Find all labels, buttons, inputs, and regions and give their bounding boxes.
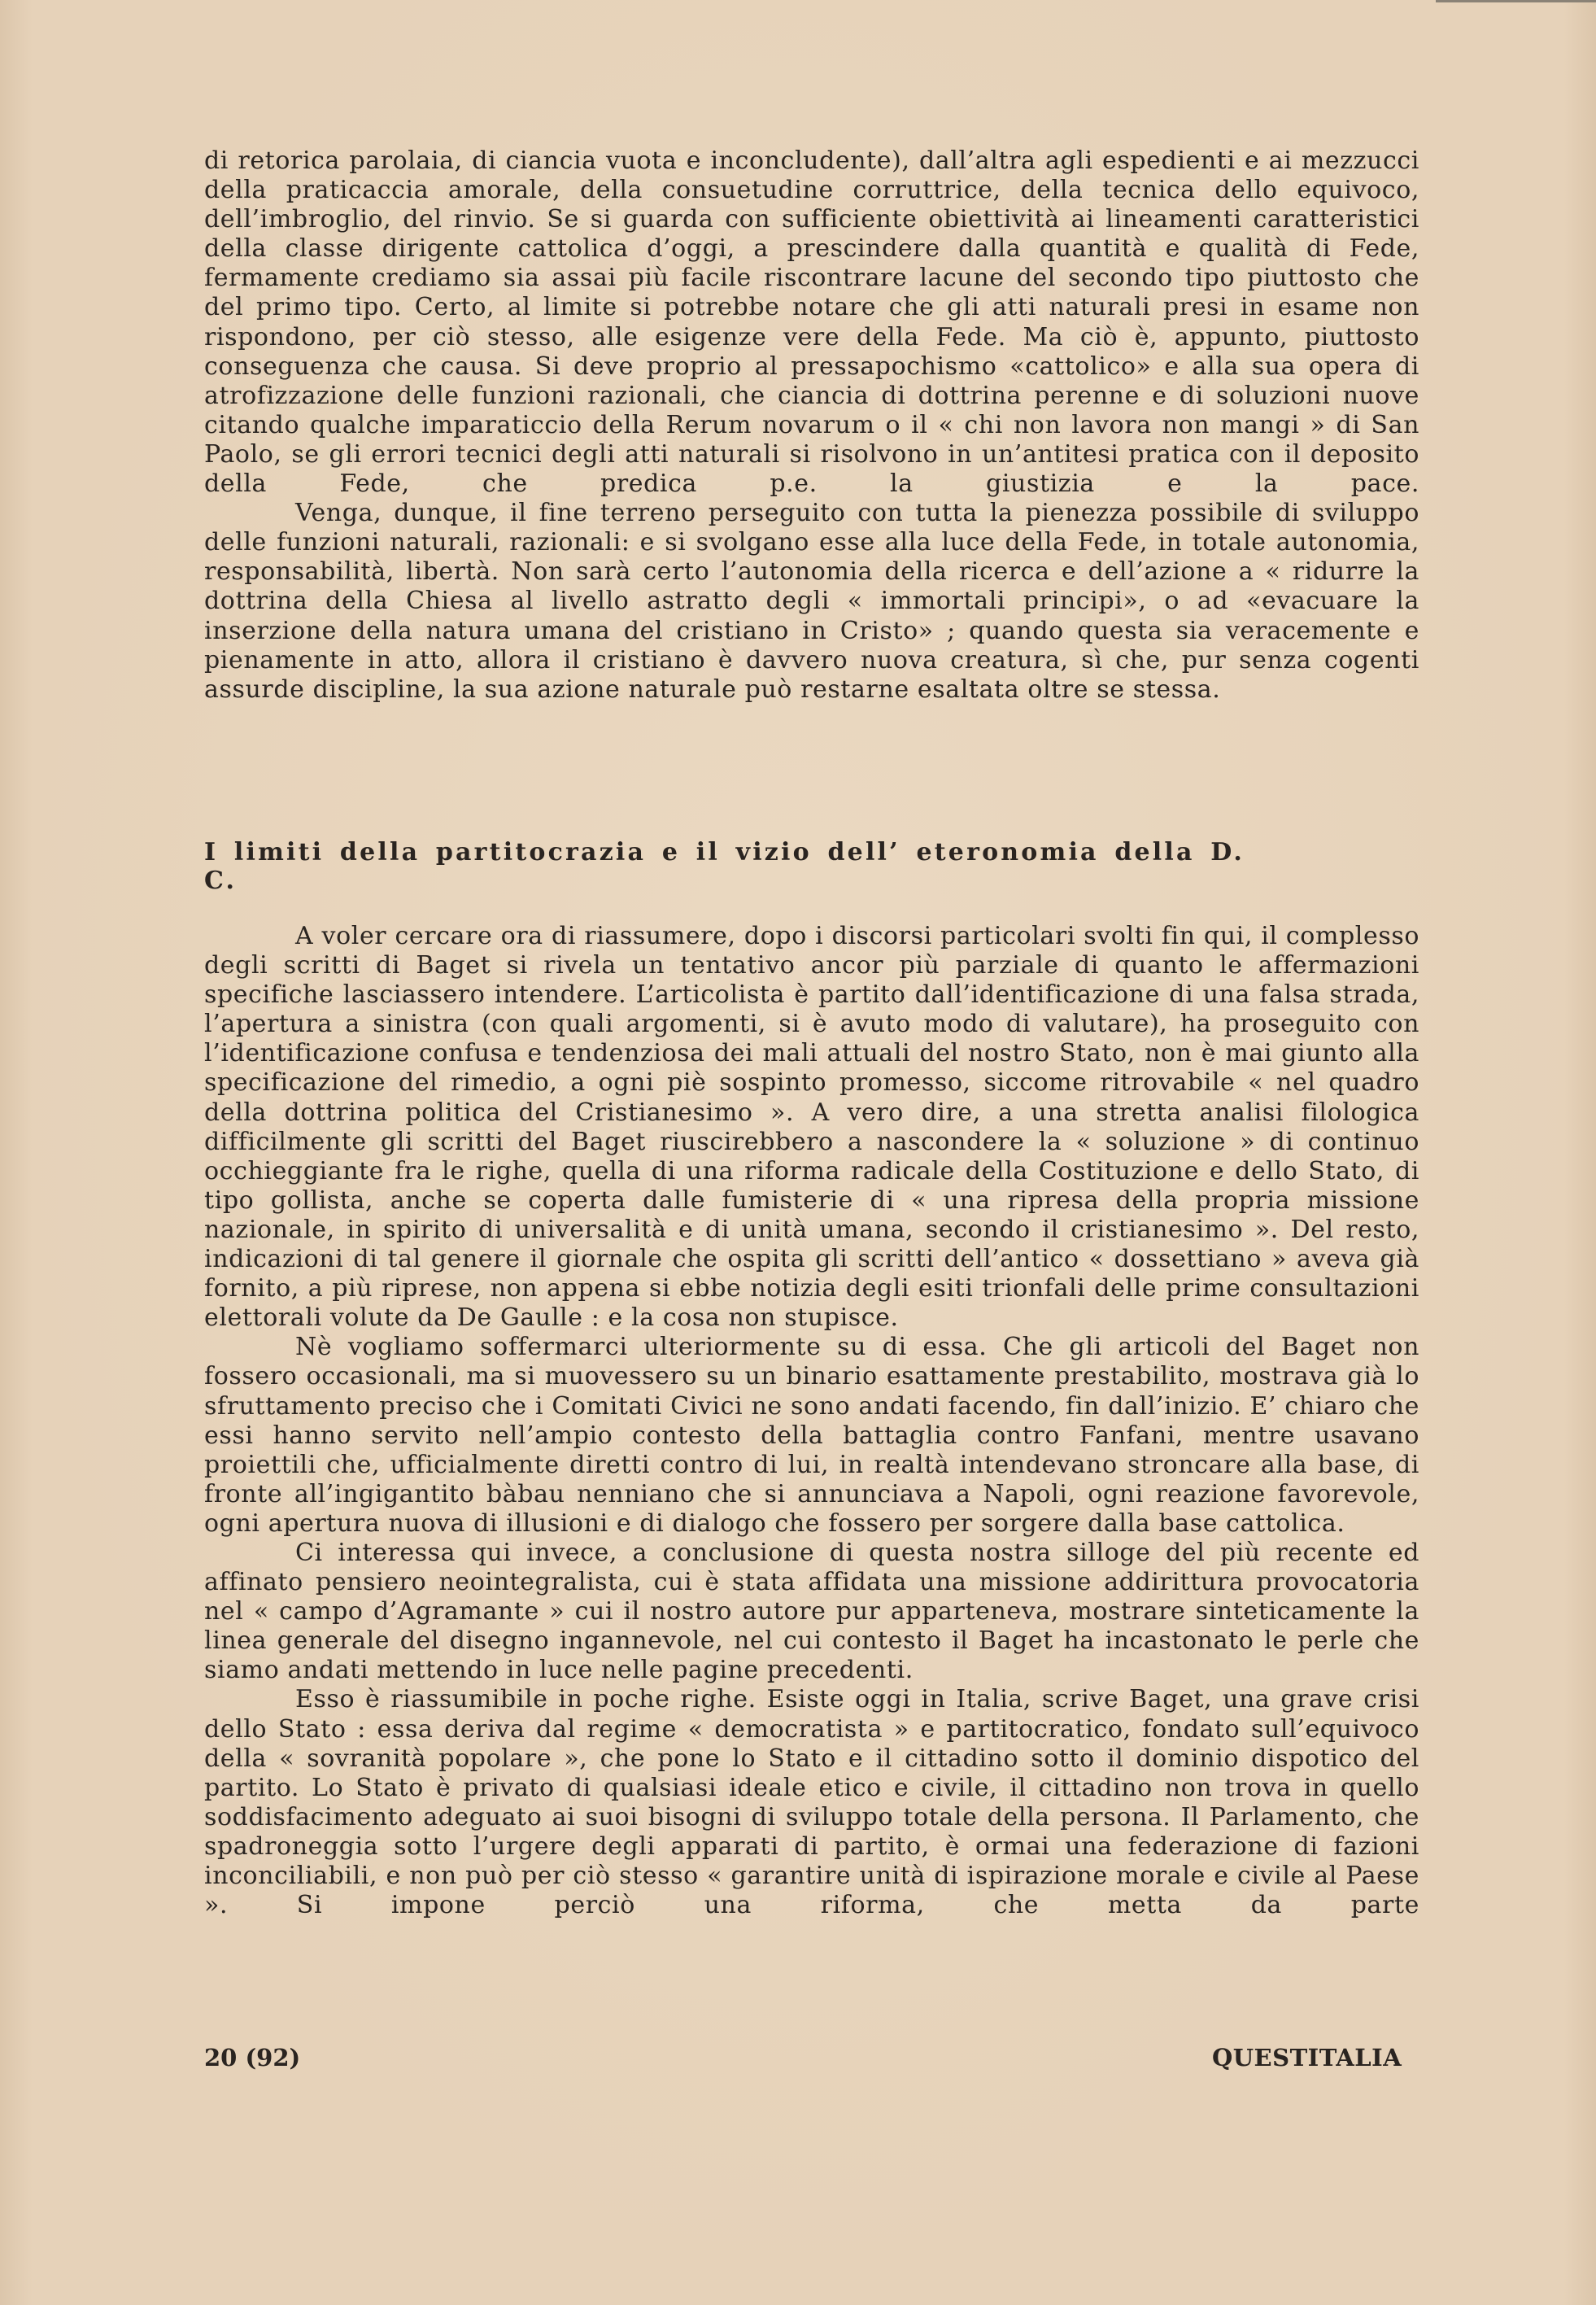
main-paragraph-3: Ci interessa qui invece, a conclusione di questa nostra silloge del più recente ed affinato pensiero neointegralista, cui è stata affidata una missione addirittura provocatoria nel « campo d’Agramante » cui il nostro autore pur apparteneva, mostrare sinteticamente la linea generale del disegno ingannevole, nel cui contesto il Baget ha incastonato le perle che siamo andati mettendo in luce nelle pagine precedenti. <box>204 1538 1419 1685</box>
intro-text-block <box>204 146 1419 705</box>
main-paragraph-4: Esso è riassumibile in poche righe. Esiste oggi in Italia, scrive Baget, una grave crisi dello Stato : essa deriva dal regime « democratista » e partitocratico, fondato sull’equivoco della « sovranità popolare », che pone lo Stato e il cittadino sotto il dominio dispotico del partito. Lo Stato è privato di qualsiasi ideale etico e civile, il cittadino non trova in quello soddisfacimento adeguato ai suoi bisogni di sviluppo totale della persona. Il Parlamento, che spadroneggia sotto l’urgere degli apparati di partito, è ormai una federazione di fazioni inconciliabili, e non può per ciò stesso « garantire unità di ispirazione morale e civile al Paese ». Si impone perciò una riforma, che metta da parte <box>204 1685 1419 1920</box>
page-number: 20 (92) <box>204 2044 301 2071</box>
main-paragraph-2: Nè vogliamo soffermarci ulteriormente su di essa. Che gli articoli del Baget non fossero occasionali, ma si muovessero su un binario esattamente prestabilito, mostrava già lo sfruttamento preciso che i Comitati Civici ne sono andati facendo, fin dall’inizio. E’ chiaro che essi hanno servito nell’ampio contesto della battaglia contro Fanfani, mentre usavano proiettili che, ufficialmente diretti contro di lui, in realtà intendevano stroncare alla base, di fronte all’ingigantito bàbau nenniano che si annunciava a Napoli, ogni reazione favorevole, ogni apertura nuova di illusioni e di dialogo che fossero per sorgere dalla base cattolica. <box>204 1333 1419 1538</box>
main-text-block <box>204 922 1419 1920</box>
scan-edge-line <box>1436 0 1596 2</box>
intro-paragraph-1: di retorica parolaia, di ciancia vuota e inconcludente), dall’altra agli espedienti e ai mezzucci della praticaccia amorale, della consuetudine corruttrice, della tecnica dello equivoco, dell’imbroglio, del rinvio. Se si guarda con sufficiente obiettività ai lineamenti caratteristici della classe dirigente cattolica d’oggi, a prescindere dalla quantità e qualità di Fede, fermamente crediamo sia assai più facile riscontrare lacune del secondo tipo piuttosto che del primo tipo. Certo, al limite si potrebbe notare che gli atti naturali presi in esame non rispondono, per ciò stesso, alle esigenze vere della Fede. Ma ciò è, appunto, piuttosto conseguenza che causa. Si deve proprio al pressapochismo «cattolico» e alla sua opera di atrofizzazione delle funzioni razionali, che ciancia di dottrina perenne e di soluzioni nuove citando qualche imparaticcio della Rerum novarum o il « chi non lavora non mangi » di San Paolo, se gli errori tecnici degli atti naturali si risolvono in un’antitesi pratica con il deposito della Fede, che predica p.e. la giustizia e la pace. <box>204 146 1419 499</box>
journal-name: QUESTITALIA <box>1212 2044 1402 2071</box>
section-heading: I limiti della partitocrazia e il vizio dell’ eteronomia della D. C. <box>204 838 1245 895</box>
main-paragraph-1: A voler cercare ora di riassumere, dopo i discorsi particolari svolti fin qui, il complesso degli scritti di Baget si rivela un tentativo ancor più parziale di quanto le affermazioni specifiche lasciassero intendere. L’articolista è partito dall’identificazione di una falsa strada, l’apertura a sinistra (con quali argomenti, si è avuto modo di valutare), ha proseguito con l’identificazione confusa e tendenziosa dei mali attuali del nostro Stato, non è mai giunto alla specificazione del rimedio, a ogni piè sospinto promesso, siccome ritrovabile « nel quadro della dottrina politica del Cristianesimo ». A vero dire, a una stretta analisi filologica difficilmente gli scritti del Baget riuscirebbero a nascondere la « soluzione » di continuo occhieggiante fra le righe, quella di una riforma radicale della Costituzione e dello Stato, di tipo gollista, anche se coperta dalle fumisterie di « una ripresa della propria missione nazionale, in spirito di universalità e di unità umana, secondo il cristianesimo ». Del resto, indicazioni di tal genere il giornale che ospita gli scritti dell’antico « dossettiano » aveva già fornito, a più riprese, non appena si ebbe notizia degli esiti trionfali delle prime consultazioni elettorali volute da De Gaulle : e la cosa non stupisce. <box>204 922 1419 1333</box>
intro-paragraph-2: Venga, dunque, il fine terreno perseguito con tutta la pienezza possibile di sviluppo delle funzioni naturali, razionali: e si svolgano esse alla luce della Fede, in totale autonomia, responsabilità, libertà. Non sarà certo l’autonomia della ricerca e dell’azione a « ridurre la dottrina della Chiesa al livello astratto degli « immortali principi», o ad «evacuare la inserzione della natura umana del cristiano in Cristo» ; quando questa sia veracemente e pienamente in atto, allora il cristiano è davvero nuova creatura, sì che, pur senza cogenti assurde discipline, la sua azione naturale può restarne esaltata oltre se stessa. <box>204 499 1419 704</box>
